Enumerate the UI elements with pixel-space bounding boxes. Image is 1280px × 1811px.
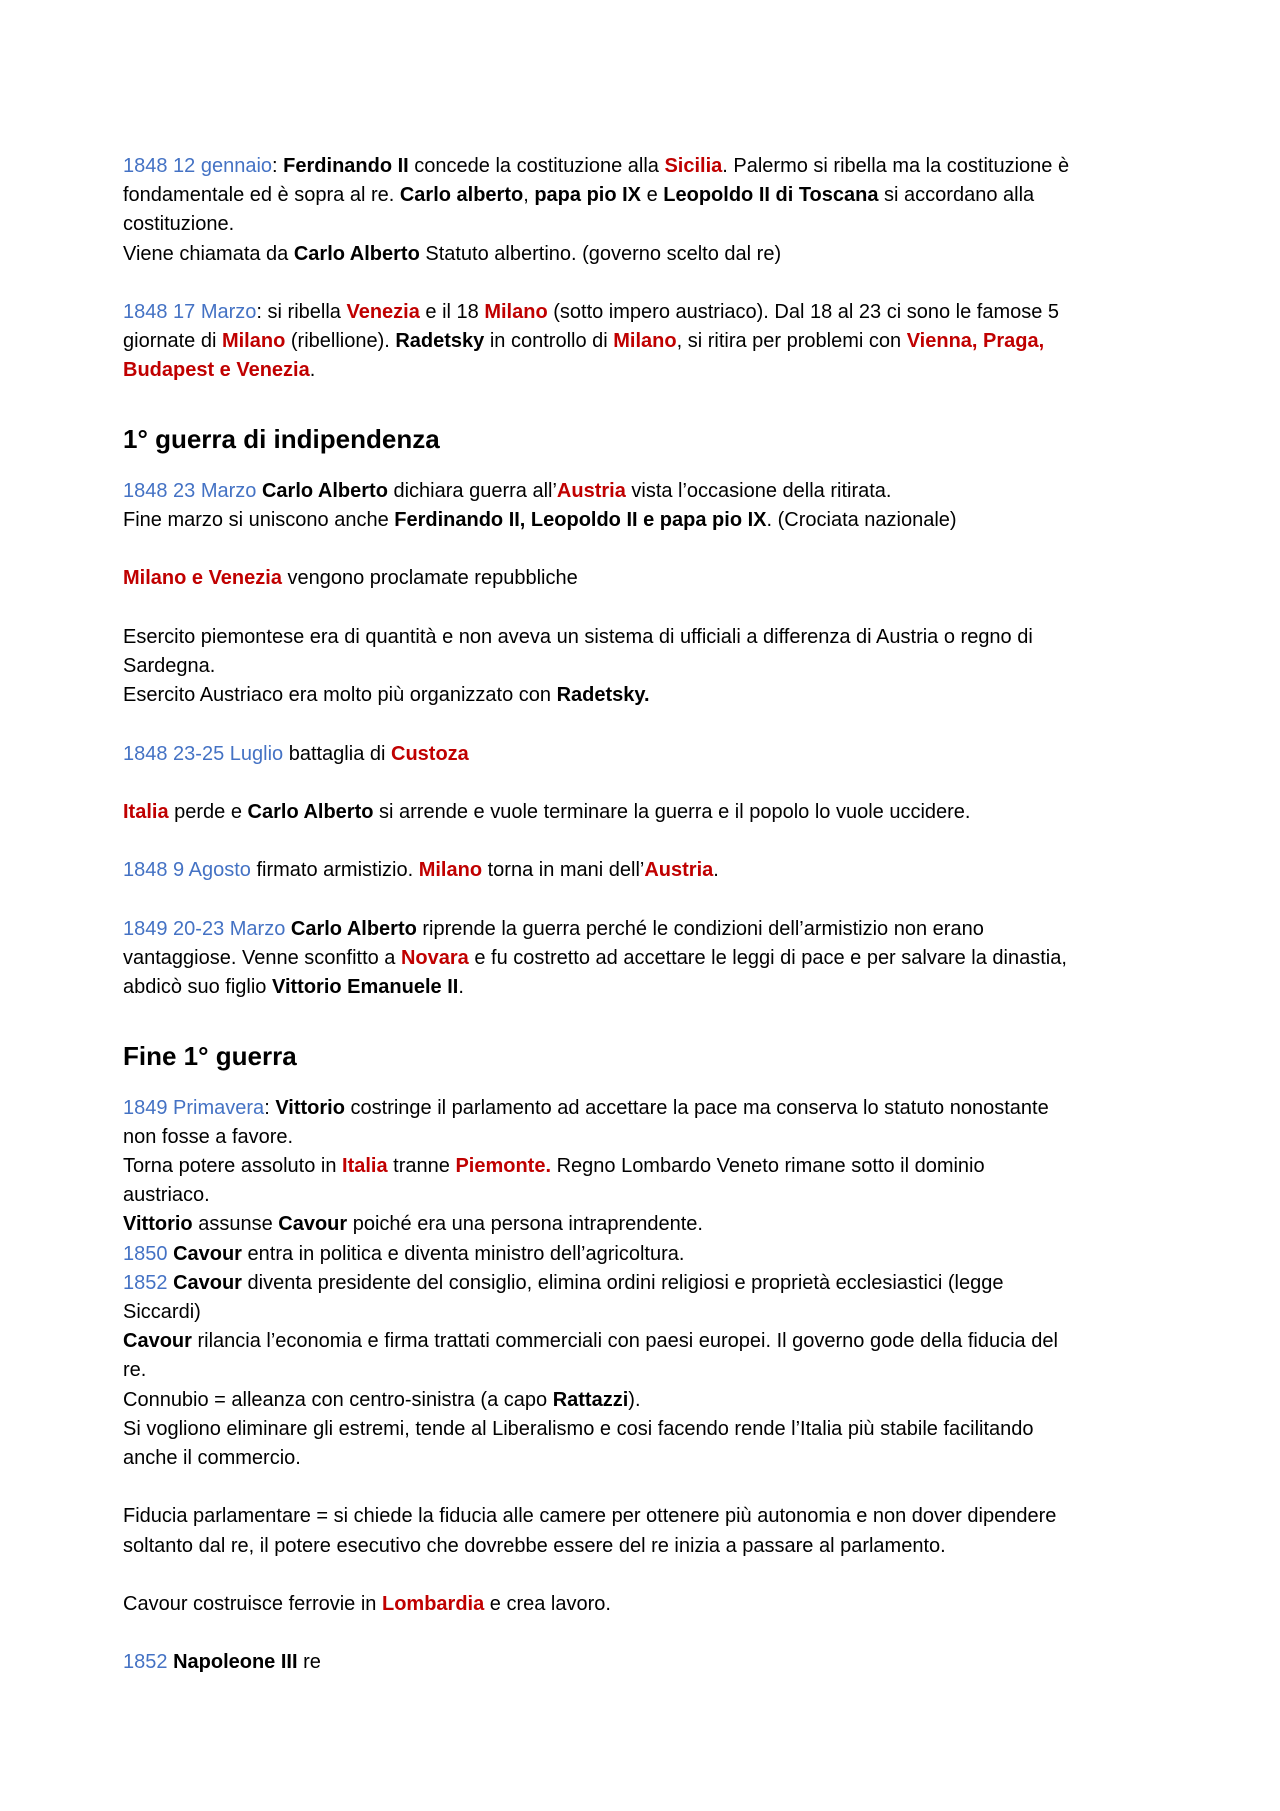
bold-text: Leopoldo II di Toscana	[663, 184, 879, 207]
bold-text: Carlo Alberto	[290, 917, 417, 940]
text-run: riprende la guerra perché le condizioni dell’armistizio non erano	[416, 917, 984, 940]
para-armistizio	[123, 856, 1180, 885]
bold-text: Carlo alberto	[399, 184, 524, 207]
text-run: e crea lavoro.	[484, 1592, 611, 1615]
text-run: .	[458, 976, 464, 999]
text-run: re.	[123, 1359, 147, 1382]
text-run: vantaggiose. Venne sconfitto a	[123, 946, 401, 969]
heading-prima-guerra: 1° guerra di indipendenza	[123, 423, 440, 454]
bold-text: Vittorio	[123, 1213, 193, 1236]
place-text: Piemonte.	[455, 1154, 552, 1177]
text-run: Esercito piemontese era di quantità e non aveva un sistema di ufficiali a differenza di Austria o regno di	[123, 625, 1033, 648]
text-run: ).	[628, 1388, 641, 1411]
text-run: :	[264, 1096, 276, 1119]
text-run: vista l’occasione della ritirata.	[625, 479, 892, 502]
para-custoza	[123, 740, 1180, 769]
place-text: Milano	[613, 330, 677, 353]
text-run: e il 18	[419, 301, 485, 323]
text-run: in controllo di	[484, 330, 614, 353]
text-run: vengono proclamate repubbliche	[281, 567, 578, 590]
text-run: diventa presidente del consiglio, elimina ordini religiosi e proprietà ecclesiastici (legge	[241, 1271, 1004, 1294]
document-body	[123, 152, 1180, 1678]
para-1848-17-marzo	[123, 298, 1180, 386]
paragraph-spacer	[123, 710, 1180, 739]
paragraph-spacer	[123, 386, 1180, 415]
date-text: 1848 9 Agosto	[123, 859, 251, 882]
para-1849-marzo	[123, 915, 1180, 1003]
date-text: 1849 Primavera	[123, 1096, 265, 1119]
text-run: abdicò suo figlio	[123, 976, 272, 999]
paragraph-spacer	[123, 269, 1180, 298]
bold-text: papa pio IX	[534, 184, 642, 207]
text-run: giornate di	[123, 330, 222, 353]
para-eserciti	[123, 623, 1180, 711]
bold-text: Napoleone III	[173, 1651, 298, 1674]
text-run: e fu costretto ad accettare le leggi di pace e per salvare la dinastia,	[468, 946, 1067, 969]
text-run: Siccardi)	[123, 1300, 201, 1323]
date-text: 1848 23 Marzo	[123, 479, 257, 502]
text-run: Sardegna.	[123, 654, 216, 677]
bold-text: Cavour	[173, 1242, 242, 1265]
text-run: Cavour costruisce ferrovie in	[123, 1592, 382, 1615]
text-run: Fine marzo si uniscono anche	[123, 509, 395, 531]
place-text: Sicilia	[664, 155, 723, 177]
date-text: 1849 20-23 Marzo	[123, 917, 286, 940]
text-run: entra in politica e diventa ministro dell’agricoltura.	[241, 1242, 685, 1265]
text-run: .	[309, 359, 316, 382]
text-run: Si vogliono eliminare gli estremi, tende al Liberalismo e cosi facendo rende l’Italia più stabile facilitando	[123, 1417, 1034, 1440]
text-run: costringe il parlamento ad accettare la pace ma conserva lo statuto nonostante	[344, 1096, 1049, 1119]
text-run: costituzione.	[123, 213, 235, 236]
date-text: 1852	[123, 1271, 168, 1294]
text-run: anche il commercio.	[123, 1446, 301, 1469]
text-run: battaglia di	[283, 742, 391, 765]
text-run: si accordano alla	[878, 184, 1035, 207]
text-run: . (Crociata nazionale)	[766, 509, 957, 531]
para-repubbliche	[123, 564, 1180, 593]
text-run: si arrende e vuole terminare la guerra e il popolo lo vuole uccidere.	[373, 800, 971, 823]
bold-text: Carlo Alberto	[293, 242, 420, 265]
text-run: Regno Lombardo Veneto rimane sotto il dominio	[551, 1154, 985, 1177]
bold-text: Rattazzi	[552, 1388, 629, 1411]
text-run: torna in mani dell’	[482, 859, 645, 882]
bold-text: Vittorio Emanuele II	[271, 976, 459, 999]
place-text: Budapest e Venezia	[123, 359, 310, 382]
text-run: Connubio = alleanza con centro-sinistra (a capo	[123, 1388, 553, 1411]
para-1848-gennaio	[123, 152, 1180, 269]
para-italia-perde	[123, 798, 1180, 827]
para-napoleone	[123, 1648, 1180, 1677]
place-text: Milano	[221, 330, 286, 353]
text-run: :	[272, 155, 284, 177]
paragraph-spacer	[123, 769, 1180, 798]
date-text: 1848 17 Marzo	[123, 301, 257, 323]
text-run: firmato armistizio.	[250, 859, 419, 882]
para-fiducia	[123, 1502, 1180, 1560]
place-text: Italia	[123, 800, 169, 823]
place-text: Novara	[400, 946, 469, 969]
paragraph-spacer	[123, 886, 1180, 915]
paragraph-spacer	[123, 1561, 1180, 1590]
heading-fine-guerra: Fine 1° guerra	[123, 1040, 297, 1071]
place-text: Vienna, Praga,	[906, 330, 1045, 353]
bold-text: Vittorio	[275, 1096, 345, 1119]
place-text: Custoza	[391, 742, 469, 765]
bold-text: Carlo Alberto	[247, 800, 374, 823]
text-run: austriaco.	[123, 1184, 210, 1207]
text-run: perde e	[168, 800, 248, 823]
text-run: soltanto dal re, il potere esecutivo che dovrebbe essere del re inizia a passare al parlamento.	[123, 1534, 946, 1557]
paragraph-spacer	[123, 1619, 1180, 1648]
text-run: (ribellione).	[285, 330, 396, 353]
place-text: Milano	[418, 859, 483, 882]
text-run: .	[713, 859, 719, 882]
bold-text: Radetsky	[395, 330, 485, 353]
text-run: (sotto impero austriaco). Dal 18 al 23 ci sono le famose 5	[547, 301, 1060, 323]
text-run: assunse	[192, 1213, 279, 1236]
para-ferrovie	[123, 1590, 1180, 1619]
place-text: Austria	[644, 859, 714, 882]
paragraph-spacer	[123, 1473, 1180, 1502]
text-run: tranne	[387, 1154, 456, 1177]
date-text: 1848 12 gennaio	[123, 155, 273, 177]
paragraph-spacer	[123, 827, 1180, 856]
date-text: 1852	[123, 1651, 168, 1674]
text-run: rilancia l’economia e firma trattati commerciali con paesi europei. Il governo gode della fiducia del	[191, 1330, 1058, 1353]
bold-text: Cavour	[123, 1330, 192, 1353]
text-run: non fosse a favore.	[123, 1125, 294, 1148]
place-text: Austria	[556, 479, 626, 502]
paragraph-spacer	[123, 1002, 1180, 1031]
paragraph-spacer	[123, 535, 1180, 564]
text-run: Fiducia parlamentare = si chiede la fiducia alle camere per ottenere più autonomia e non dover dipendere	[123, 1505, 1057, 1528]
text-run: fondamentale ed è sopra al re.	[123, 184, 400, 207]
text-run: ,	[523, 184, 535, 207]
text-run: : si ribella	[256, 301, 347, 323]
place-text: Milano e Venezia	[123, 567, 282, 590]
place-text: Lombardia	[381, 1592, 485, 1615]
date-text: 1850	[123, 1242, 168, 1265]
place-text: Venezia	[346, 301, 420, 323]
bold-text: Radetsky.	[556, 684, 650, 707]
text-run: e	[641, 184, 664, 207]
text-run: Viene chiamata da	[123, 242, 294, 265]
text-run: poiché era una persona intraprendente.	[347, 1213, 703, 1236]
text-run: . Palermo si ribella ma la costituzione è	[722, 155, 1070, 177]
text-run: dichiara guerra all’	[387, 479, 557, 502]
date-text: 1848 23-25 Luglio	[123, 742, 284, 765]
paragraph-spacer	[123, 594, 1180, 623]
bold-text: Ferdinando II	[283, 155, 409, 177]
place-text: Milano	[484, 301, 548, 323]
bold-text: Carlo Alberto	[261, 479, 388, 502]
place-text: Italia	[342, 1154, 388, 1177]
bold-text: Ferdinando II, Leopoldo II e papa pio IX	[394, 509, 767, 531]
text-run: concede la costituzione alla	[408, 155, 665, 177]
para-1848-23-marzo	[123, 477, 1180, 535]
text-run: Torna potere assoluto in	[123, 1154, 343, 1177]
para-1849-primavera	[123, 1094, 1180, 1474]
text-run: Esercito Austriaco era molto più organizzato con	[123, 684, 557, 707]
text-run: , si ritira per problemi con	[676, 330, 907, 353]
bold-text: Cavour	[173, 1271, 242, 1294]
text-run: Statuto albertino. (governo scelto dal re)	[419, 242, 782, 265]
text-run: re	[297, 1651, 321, 1674]
bold-text: Cavour	[278, 1213, 348, 1236]
